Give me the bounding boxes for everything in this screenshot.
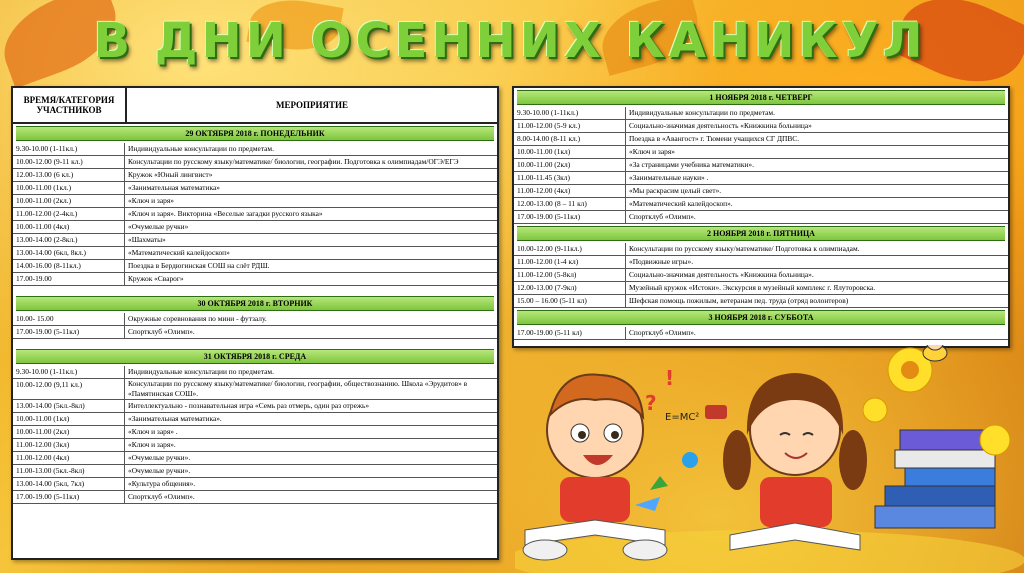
time-cell: 15.00 – 16.00 (5-11 кл) — [514, 295, 626, 307]
event-cell: «Культура общения». — [128, 479, 196, 488]
formula-text: E=MC² — [665, 412, 700, 423]
table-row — [514, 327, 1008, 340]
time-cell: 17.00-19.00 (5-11кл) — [13, 491, 125, 503]
event-cell: «Шахматы» — [128, 235, 166, 244]
table-row — [13, 143, 497, 156]
event-cell: «Мы раскрасим целый свет». — [629, 186, 722, 195]
day-header: 31 ОКТЯБРЯ 2018 г. СРЕДА — [16, 349, 494, 364]
time-cell: 10.00-11.00 (1кл) — [13, 413, 125, 425]
time-cell: 11.00-12.00 (2-4кл.) — [13, 208, 125, 220]
day-header: 29 ОКТЯБРЯ 2018 г. ПОНЕДЕЛЬНИК — [16, 126, 494, 141]
time-cell: 11.00-12.00 (4кл) — [13, 452, 125, 464]
day-rows — [514, 243, 1008, 308]
day-header: 2 НОЯБРЯ 2018 г. ПЯТНИЦА — [517, 226, 1005, 241]
time-cell: 13.00-14.00 (2-8кл.) — [13, 234, 125, 246]
table-row — [13, 400, 497, 413]
table-row — [13, 465, 497, 478]
time-cell: 10.00- 15.00 — [13, 313, 125, 325]
table-row — [13, 234, 497, 247]
event-cell: Консультации по русскому языку/математике/ биологии, географии, обществознанию. Школа «Эрудитов» в «Памятинская СОШ». — [128, 379, 468, 398]
time-cell: 11.00-11.45 (3кл) — [514, 172, 626, 184]
time-cell: 12.00-13.00 (7-9кл) — [514, 282, 626, 294]
event-cell: Кружок «Юный лингвист» — [128, 170, 213, 179]
event-cell: «За страницами учебника математики». — [629, 160, 754, 169]
table-row — [13, 195, 497, 208]
svg-text:!: ! — [665, 366, 675, 390]
time-cell: 9.30-10.00 (1-11кл.) — [514, 107, 626, 119]
table-row — [13, 379, 497, 400]
event-cell: Поездка в Бердюгинская СОШ на слёт РДШ. — [128, 261, 270, 270]
event-cell: «Очумелые ручки» — [128, 222, 189, 231]
table-row — [514, 185, 1008, 198]
event-cell: Индивидуальные консультации по предметам. — [128, 144, 274, 153]
time-cell: 11.00-12.00 (4кл) — [514, 185, 626, 197]
event-cell: Консультации по русскому языку/математике/ Подготовка к олимпиадам. — [629, 244, 860, 253]
event-cell: Поездка в «Авангост» г. Тюмени учащихся СГ ДПВС. — [629, 134, 800, 143]
table-row — [13, 273, 497, 286]
time-cell: 17.00-19.00 (5-11 кл) — [514, 327, 626, 339]
event-cell: Музейный кружок «Истоки». Экскурсия в музейный комплекс г. Ялуторовска. — [629, 283, 876, 292]
time-cell: 11.00-12.00 (5-8кл) — [514, 269, 626, 281]
table-row — [514, 146, 1008, 159]
schedule-table-left — [11, 86, 499, 560]
time-cell: 10.00-12.00 (9,11 кл.) — [13, 379, 125, 399]
time-cell: 14.00-16.00 (8-11кл.) — [13, 260, 125, 272]
girl-figure — [723, 373, 867, 550]
time-cell: 12.00-13.00 (6 кл.) — [13, 169, 125, 181]
event-cell: Спортклуб «Олимп». — [128, 327, 195, 336]
event-cell: Шефская помощь пожилым, ветеранам пед. труда (отряд волонтеров) — [629, 296, 849, 305]
event-cell: «Очумелые ручки». — [128, 466, 191, 475]
table-row — [514, 133, 1008, 146]
event-cell: Спортклуб «Олимп». — [629, 212, 696, 221]
table-row — [514, 159, 1008, 172]
event-cell: «Ключ и заря» — [629, 147, 675, 156]
time-cell: 13.00-14.00 (6кл, 8кл.) — [13, 247, 125, 259]
day-rows — [13, 143, 497, 286]
day-rows — [514, 107, 1008, 224]
event-cell: «Занимательные науки» . — [629, 173, 709, 182]
event-cell: Кружок «Сварог» — [128, 274, 184, 283]
schedule-table-right — [512, 86, 1010, 348]
event-cell: Консультации по русскому языку/математике/ биологии, географии. Подготовка к олимпиадам/ОГЭ/ЕГЭ — [128, 157, 459, 166]
event-cell: Спортклуб «Олимп». — [629, 328, 696, 337]
event-cell: «Очумелые ручки». — [128, 453, 191, 462]
event-cell: Спортклуб «Олимп». — [128, 492, 195, 501]
time-cell: 10.00-12.00 (9-11 кл.) — [13, 156, 125, 168]
time-cell: 10.00-11.00 (2кл) — [514, 159, 626, 171]
table-row — [13, 260, 497, 273]
svg-text:?: ? — [645, 391, 657, 415]
table-row — [13, 313, 497, 326]
time-cell: 10.00-11.00 (1кл.) — [13, 182, 125, 194]
table-row — [13, 208, 497, 221]
table-row — [13, 156, 497, 169]
table-row — [514, 107, 1008, 120]
event-cell: Социально-значимая деятельность «Книжкина больница» — [629, 121, 812, 130]
time-cell: 11.00-12.00 (3кл) — [13, 439, 125, 451]
table-row — [514, 256, 1008, 269]
event-cell: «Ключ и заря». Викторина «Веселые загадки русского языка» — [128, 209, 323, 218]
event-cell: «Ключ и заря» — [128, 196, 174, 205]
table-header — [13, 88, 497, 124]
time-cell: 11.00-13.00 (5кл.-8кл) — [13, 465, 125, 477]
table-row — [13, 426, 497, 439]
column-header-event: МЕРОПРИЯТИЕ — [276, 100, 348, 110]
time-cell: 10.00-11.00 (4кл) — [13, 221, 125, 233]
table-row — [514, 211, 1008, 224]
time-cell: 10.00-11.00 (2кл.) — [13, 195, 125, 207]
event-cell: «Математический калейдоскоп» — [128, 248, 230, 257]
day-rows — [514, 327, 1008, 340]
time-cell: 10.00-12.00 (9-11кл.) — [514, 243, 626, 255]
event-cell: «Математический калейдоскоп». — [629, 199, 733, 208]
day-header: 30 ОКТЯБРЯ 2018 г. ВТОРНИК — [16, 296, 494, 311]
event-cell: Индивидуальные консультации по предметам. — [629, 108, 775, 117]
event-cell: Социально-значимая деятельность «Книжкина больница». — [629, 270, 814, 279]
day-header: 1 НОЯБРЯ 2018 г. ЧЕТВЕРГ — [517, 90, 1005, 105]
table-row — [13, 169, 497, 182]
time-cell: 13.00-14.00 (5кл.-8кл) — [13, 400, 125, 412]
time-cell: 11.00-12.00 (1-4 кл) — [514, 256, 626, 268]
table-row — [13, 221, 497, 234]
time-cell: 12.00-13.00 (8 – 11 кл) — [514, 198, 626, 210]
day-rows — [13, 366, 497, 504]
table-row — [13, 413, 497, 426]
event-cell: «Ключ и заря». — [128, 440, 176, 449]
event-cell: «Подвижные игры». — [629, 257, 694, 266]
event-cell: «Занимательная математика» — [128, 183, 220, 192]
books-stack — [875, 430, 995, 528]
time-cell: 17.00-19.00 (5-11кл) — [514, 211, 626, 223]
table-row — [13, 182, 497, 195]
table-row — [13, 478, 497, 491]
event-cell: «Ключ и заря» . — [128, 427, 178, 436]
time-cell: 8.00-14.00 (8-11 кл.) — [514, 133, 626, 145]
table-row — [13, 326, 497, 339]
event-cell: Интеллектуально - познавательная игра «Семь раз отмерь, один раз отрежь» — [128, 401, 370, 410]
event-cell: Окружные соревнования по мини - футзалу. — [128, 314, 267, 323]
table-row — [514, 282, 1008, 295]
time-cell: 10.00-11.00 (2кл) — [13, 426, 125, 438]
column-header-time: ВРЕМЯ/КАТЕГОРИЯ УЧАСТНИКОВ — [13, 88, 127, 122]
table-row — [13, 439, 497, 452]
time-cell: 10.00-11.00 (1кл) — [514, 146, 626, 158]
time-cell: 9.30-10.00 (1-11кл.) — [13, 143, 125, 155]
page-title: В ДНИ ОСЕННИХ КАНИКУЛ — [93, 13, 927, 69]
event-cell: «Занимательная математика». — [128, 414, 222, 423]
time-cell: 13.00-14.00 (5кл, 7кл) — [13, 478, 125, 490]
table-row — [514, 269, 1008, 282]
table-row — [13, 491, 497, 504]
time-cell: 9.30-10.00 (1-11кл.) — [13, 366, 125, 378]
kids-reading-illustration — [515, 345, 1024, 573]
table-row — [514, 243, 1008, 256]
time-cell: 17.00-19.00 — [13, 273, 125, 285]
time-cell: 17.00-19.00 (5-11кл) — [13, 326, 125, 338]
table-row — [13, 452, 497, 465]
day-rows — [13, 313, 497, 339]
table-row — [514, 198, 1008, 211]
table-row — [514, 172, 1008, 185]
time-cell: 11.00-12.00 (5-9 кл.) — [514, 120, 626, 132]
day-header: 3 НОЯБРЯ 2018 г. СУББОТА — [517, 310, 1005, 325]
table-row — [13, 247, 497, 260]
table-row — [514, 120, 1008, 133]
table-row — [13, 366, 497, 379]
event-cell: Индивидуальные консультации по предметам. — [128, 367, 274, 376]
table-row — [514, 295, 1008, 308]
